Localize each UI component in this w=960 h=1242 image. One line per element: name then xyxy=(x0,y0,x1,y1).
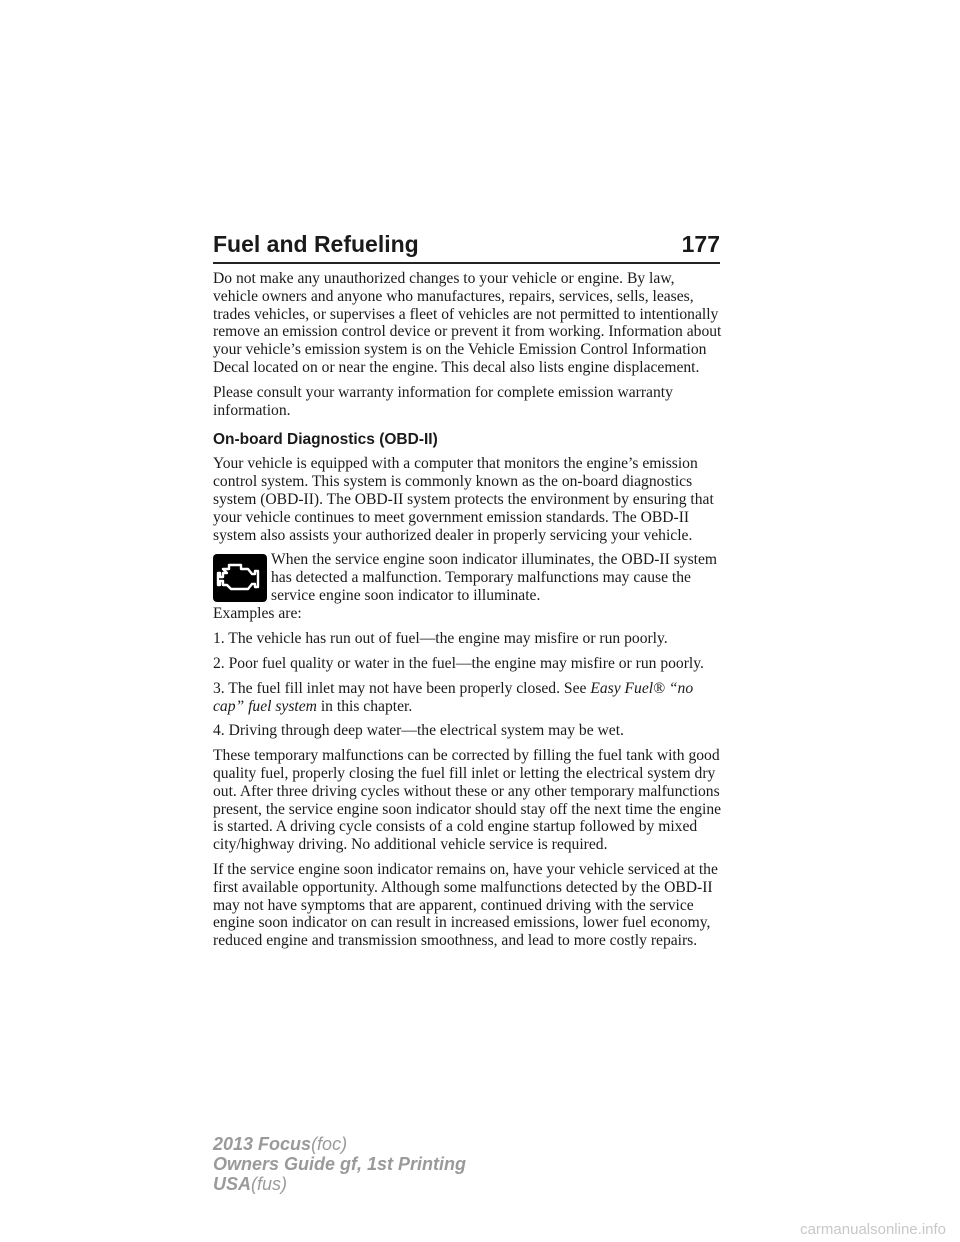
section-title: Fuel and Refueling xyxy=(213,231,419,257)
page-content xyxy=(213,270,723,957)
footer-line-region: USA(fus) xyxy=(213,1174,288,1194)
paragraph-warranty: Please consult your warranty information for complete emission warranty information. xyxy=(213,383,673,419)
list-item-text: 3. The fuel fill inlet may not have been properly closed. See xyxy=(213,679,591,697)
list-item: 2. Poor fuel quality or water in the fuel—the engine may misfire or run poorly. xyxy=(213,654,704,672)
cross-reference-link[interactable]: Easy Fuel® “no cap” fuel system xyxy=(213,679,694,715)
footer-line-model: 2013 Focus(foc) xyxy=(213,1134,348,1154)
indicator-text: When the service engine soon indicator illuminates, the OBD-II system has detected a malfunction. Temporary malfunctions may cause the service engine soon indicator to illuminate. xyxy=(271,551,718,604)
page-header xyxy=(213,228,720,264)
list-item-text: in this chapter. xyxy=(316,697,413,715)
heading-obd: On-board Diagnostics (OBD-II) xyxy=(213,431,438,449)
list-item: 1. The vehicle has run out of fuel—the engine may misfire or run poorly. xyxy=(213,630,668,648)
page-number: 177 xyxy=(681,231,720,257)
paragraph-service: If the service engine soon indicator remains on, have your vehicle serviced at the first available opportunity. Although some malfunctions detected by the OBD-II may not have symptoms that are apparent, continued driving with the service engine soon indicator on can result in increased emissions, lower fuel economy, reduced engine and transmission smoothness, and lead to more costly repairs. xyxy=(213,860,718,950)
list-item xyxy=(213,680,723,716)
check-engine-icon xyxy=(213,554,267,602)
footer-line-guide: Owners Guide gf, 1st Printing xyxy=(213,1154,467,1174)
document-footer xyxy=(213,1134,466,1194)
list-item: 4. Driving through deep water—the electrical system may be wet. xyxy=(213,722,624,740)
paragraph-indicator xyxy=(213,551,723,605)
paragraph-modifications: Do not make any unauthorized changes to your vehicle or engine. By law, vehicle owners and anyone who manufactures, repairs, services, sells, leases, trades vehicles, or supervises a fleet of vehicles are not permitted to intentionally remove an emission control device or prevent it from working. Information about your vehicle’s emission system is on the Vehicle Emission Control Information Decal located on or near the engine. This decal also lists engine displacement. xyxy=(213,270,722,376)
paragraph-corrections: These temporary malfunctions can be corrected by filling the fuel tank with good quality fuel, properly closing the fuel fill inlet or letting the electrical system dry out. After three driving cycles without these or any other temporary malfunctions present, the service engine soon indicator should stay off the next time the engine is started. A driving cycle consists of a cold engine startup followed by mixed city/highway driving. No additional vehicle service is required. xyxy=(213,747,722,854)
paragraph-obd-intro: Your vehicle is equipped with a computer that monitors the engine’s emission control system. This system is commonly known as the on-board diagnostics system (OBD-II). The OBD-II system protects the environment by ensuring that your vehicle continues to meet government emission standards. The OBD-II system also assists your authorized dealer in properly servicing your vehicle. xyxy=(213,455,714,544)
paragraph-examples: Examples are: xyxy=(213,605,302,623)
watermark: carmanualsonline.info xyxy=(800,1221,946,1238)
